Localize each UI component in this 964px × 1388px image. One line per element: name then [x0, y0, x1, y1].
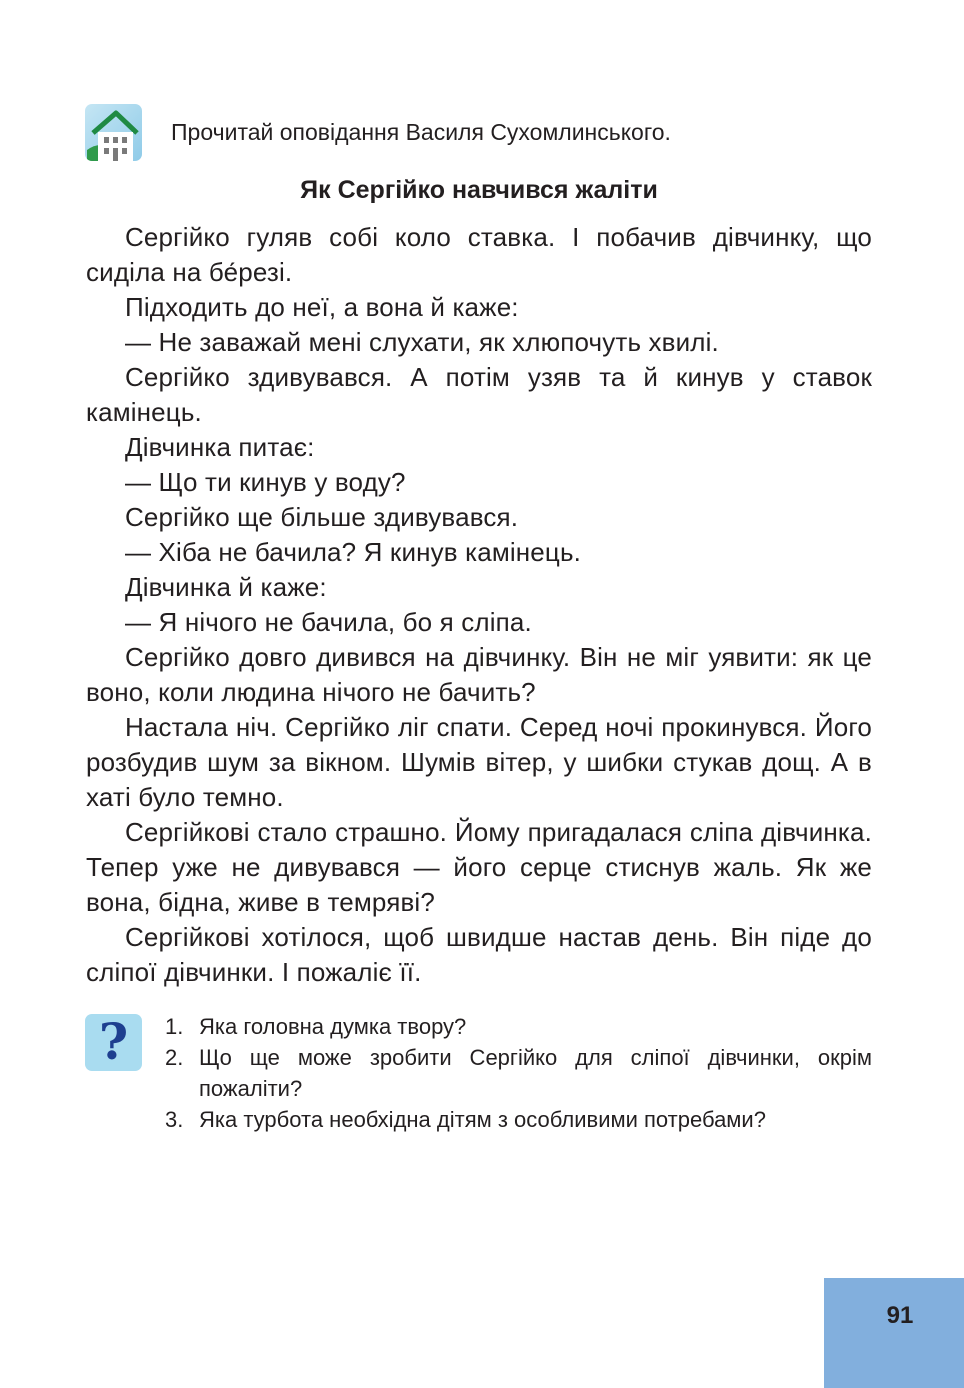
- question-mark-glyph: ?: [98, 1014, 129, 1071]
- question-item: [165, 1011, 872, 1042]
- story-paragraph: Настала ніч. Сергійко ліг спати. Серед ночі прокинувся. Його розбудив шум за вікном. Шумів вітер, у шибки стукав дощ. А в хаті було темно.: [86, 712, 872, 812]
- question-number: 1.: [165, 1014, 184, 1039]
- question-item: [165, 1042, 872, 1104]
- story-paragraph: Підходить до неї, а вона й каже:: [125, 292, 519, 322]
- question-text: Яка турбота необхідна дітям з особливими потребами?: [199, 1107, 766, 1132]
- question-number: 3.: [165, 1107, 184, 1132]
- story-paragraph: Сергійко довго дивився на дівчинку. Він не міг уявити: як це воно, коли людина нічого не бачить?: [86, 642, 872, 707]
- story-text: [86, 220, 872, 990]
- page-number-box: [824, 1278, 964, 1388]
- story-paragraph: — Я нічого не бачила, бо я сліпа.: [125, 607, 532, 637]
- story-paragraph: Сергійко ще більше здивувався.: [125, 502, 519, 532]
- story-paragraph: Дівчинка й каже:: [125, 572, 327, 602]
- story-paragraph: — Не заважай мені слухати, як хлюпочуть хвилі.: [125, 327, 719, 357]
- page-number: 91: [886, 1302, 914, 1329]
- story-title: Як Сергійко навчився жаліти: [300, 176, 658, 204]
- question-list: [165, 1011, 872, 1135]
- task-instruction: Прочитай оповідання Василя Сухомлинського.: [171, 119, 671, 145]
- story-paragraph: — Хіба не бачила? Я кинув камінець.: [125, 537, 582, 567]
- question-text: Що ще може зробити Сергійко для сліпої дівчинки, окрім пожаліти?: [199, 1045, 872, 1101]
- story-paragraph: Сергійкові стало страшно. Йому пригадалася сліпа дівчинка. Тепер уже не дивувався — його серце стиснув жаль. Як же вона, бідна, живе в темряві?: [86, 817, 872, 917]
- question-item: [165, 1104, 872, 1135]
- question-text: Яка головна думка твору?: [199, 1014, 467, 1039]
- story-paragraph: Сергійко здивувався. А потім узяв та й кинув у ставок камінець.: [86, 362, 872, 427]
- story-paragraph: Дівчинка питає:: [125, 432, 315, 462]
- question-mark-icon: [85, 1014, 142, 1071]
- story-paragraph: Сергійко гуляв собі коло ставка. І побачив дівчинку, що сиділа на бе́резі.: [86, 222, 872, 287]
- house-icon: [85, 104, 142, 161]
- story-paragraph: Сергійкові хотілося, щоб швидше настав день. Він піде до сліпої дівчинки. І пожаліє її.: [86, 922, 872, 987]
- question-number: 2.: [165, 1045, 184, 1070]
- story-paragraph: — Що ти кинув у воду?: [125, 467, 406, 497]
